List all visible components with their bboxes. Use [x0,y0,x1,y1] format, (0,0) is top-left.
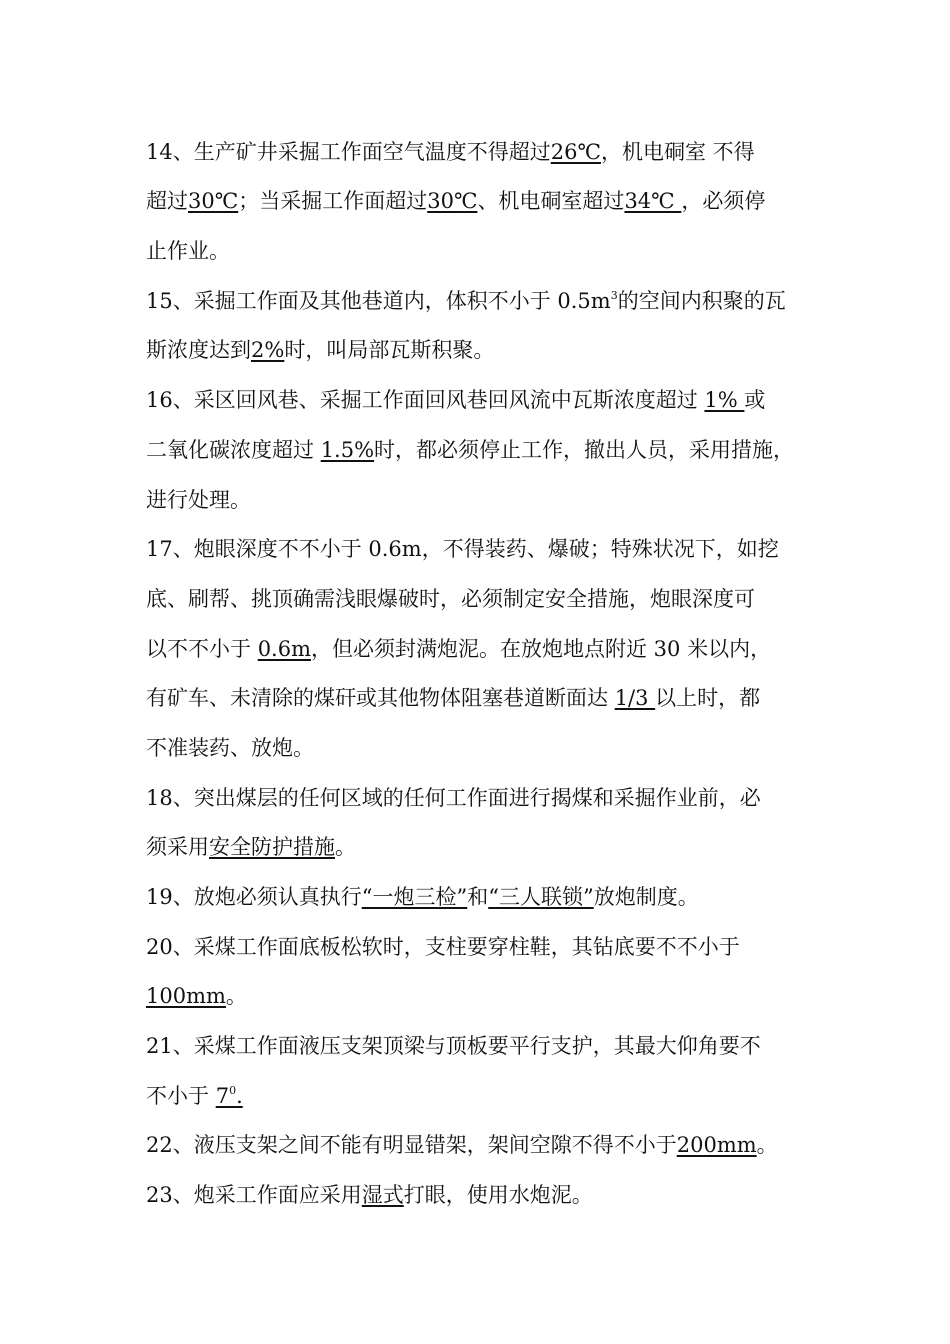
underlined-answer [216,1084,243,1108]
text-run: 20、采煤工作面底板松软时，支柱要穿柱鞋，其钻底要不不小于 [146,935,740,959]
text-run: 有矿车、未清除的煤矸或其他物体阻塞巷道断面达 [146,686,615,710]
answer-text: 2% [251,338,285,362]
text-run: ，但必须封满炮泥。在放炮地点附近 30 米以内， [311,637,772,661]
text-run: 时，都必须停止工作，撤出人员，采用措施， [374,438,795,462]
text-line [146,529,854,569]
text-run: 时，叫局部瓦斯积聚。 [284,338,495,362]
text-line [146,778,854,818]
underlined-answer [188,189,238,213]
text-run: 不准装药、放炮。 [146,736,314,760]
text-run: 以上时，都 [655,686,761,710]
text-line [146,678,854,718]
text-run: 。 [756,1133,778,1157]
answer-text: 1.5% [320,438,375,462]
answer-text: 0.6m [257,637,311,661]
text-run: 23、炮采工作面应采用 [146,1183,362,1207]
text-line [146,181,854,221]
text-line [146,281,854,321]
text-run: ，必须停 [681,189,766,213]
superscript: 3 [610,289,618,302]
answer-text: 安全防护措施 [209,835,335,859]
text-line [146,480,854,520]
text-run: 22、液压支架之间不能有明显错架，架间空隙不得不小于 [146,1133,677,1157]
text-run: 底、刷帮、挑顶确需浅眼爆破时，必须制定安全措施，炮眼深度可 [146,587,755,611]
answer-text: 1/3 [614,686,656,710]
answer-text: 7 [215,1084,230,1108]
text-run: 进行处理。 [146,488,251,512]
text-run: 二氧化碳浓度超过 [146,438,321,462]
text-run: 14、生产矿井采掘工作面空气温度不得超过 [146,140,551,164]
underlined-answer [362,885,467,909]
text-run: 19、放炮必须认真执行 [146,885,362,909]
text-run: 斯浓度达到 [146,338,251,362]
text-line [146,231,854,271]
answer-text: 1% [704,388,745,412]
degree-superscript: 0 [229,1084,237,1097]
answer-text: 湿式 [361,1183,404,1207]
text-run: ；当采掘工作面超过 [238,189,428,213]
underlined-answer [677,1133,757,1157]
answer-text: 34℃ [624,189,682,213]
text-line [146,629,854,669]
underlined-answer [321,438,374,462]
text-line [146,877,854,917]
answer-text: 30℃ [427,189,478,213]
underlined-answer [427,189,477,213]
text-run: 和 [467,885,489,909]
text-line [146,1076,854,1116]
text-run: 。 [225,984,247,1008]
text-line [146,728,854,768]
text-run: 放炮制度。 [593,885,699,909]
text-run: 不小于 [146,1084,216,1108]
text-line [146,330,854,370]
answer-text: “一炮三检” [361,885,468,909]
text-run: 21、采煤工作面液压支架顶梁与顶板要平行支护，其最大仰角要不 [146,1034,761,1058]
text-line [146,380,854,420]
answer-text: 26℃ [550,140,601,164]
answer-text: “三人联锁” [488,885,594,909]
text-run: 15、采掘工作面及其他巷道内，体积不小于 0.5m [146,289,611,313]
underlined-answer [624,189,681,213]
answer-text: 30℃ [188,189,239,213]
underlined-answer [146,984,226,1008]
text-run: 的空间内积聚的瓦 [617,289,786,313]
underlined-answer [488,885,593,909]
text-line [146,976,854,1016]
underlined-answer [258,637,311,661]
answer-text: . [236,1084,243,1108]
answer-text: 100mm [146,984,226,1008]
text-run: 超过 [146,189,188,213]
underlined-answer [362,1183,404,1207]
text-run: ，机电硐室 不得 [600,140,755,164]
text-run: 、机电硐室超过 [477,189,625,213]
text-line [146,579,854,619]
text-run: 18、突出煤层的任何区域的任何工作面进行揭煤和采掘作业前，必 [146,786,761,810]
text-line [146,430,854,470]
text-run: 。 [335,835,356,859]
text-run: 17、炮眼深度不不小于 0.6m，不得装药、爆破；特殊状况下，如挖 [146,537,779,561]
text-line [146,1125,854,1165]
text-line [146,927,854,967]
text-line [146,1026,854,1066]
text-line [146,132,854,172]
text-run: 止作业。 [146,239,230,263]
underlined-answer [551,140,601,164]
text-line [146,827,854,867]
underlined-answer [209,835,335,859]
underlined-answer [704,388,744,412]
underlined-answer [251,338,284,362]
underlined-answer [615,686,655,710]
text-line [146,1175,854,1215]
text-run: 或 [744,388,766,412]
text-run: 打眼，使用水炮泥。 [403,1183,593,1207]
answer-text: 200mm [676,1133,757,1157]
text-run: 以不不小于 [146,637,258,661]
text-run: 16、采区回风巷、采掘工作面回风巷回风流中瓦斯浓度超过 [146,388,705,412]
text-run: 须采用 [146,835,209,859]
